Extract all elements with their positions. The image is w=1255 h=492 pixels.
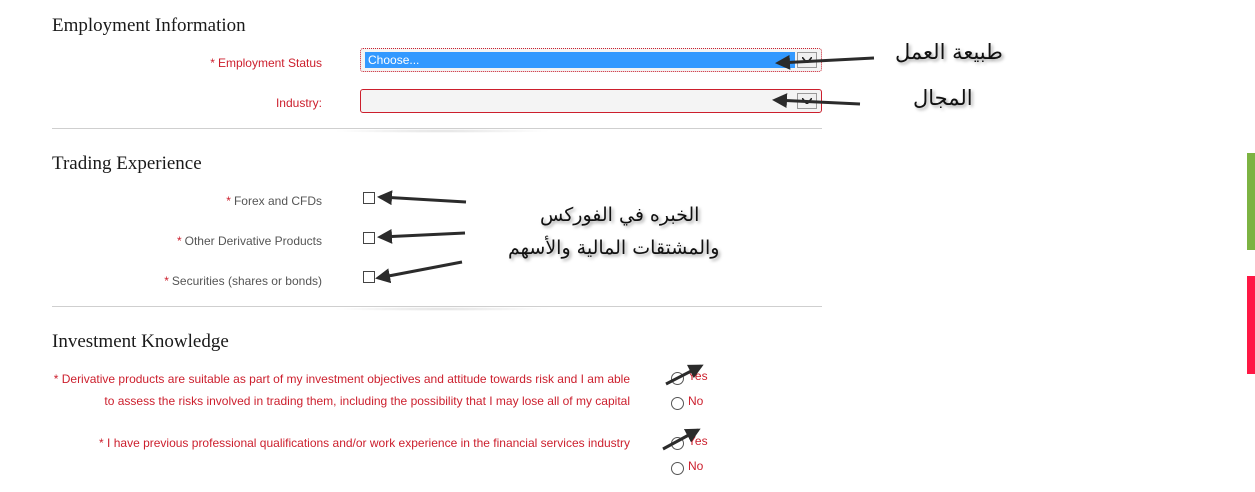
q1-no-radio[interactable] [671,397,684,410]
forex-cfds-label: * Forex and CFDs [226,194,322,208]
section-title-employment: Employment Information [52,15,246,36]
q2-yes-label[interactable]: Yes [688,434,708,448]
annotation-experience-line1: الخبره في الفوركس [540,204,700,226]
side-tab-green[interactable] [1247,153,1255,250]
section-title-trading: Trading Experience [52,153,202,174]
q1-yes-label[interactable]: Yes [688,369,708,383]
forex-cfds-checkbox[interactable] [363,192,375,204]
employment-status-label: * Employment Status [210,56,322,70]
q2-no-radio[interactable] [671,462,684,475]
industry-select[interactable] [360,89,822,113]
employment-status-select[interactable] [360,48,822,72]
annotation-experience-line2: والمشتقات المالية والأسهم [508,237,720,259]
side-tab-red[interactable] [1247,276,1255,374]
industry-label: Industry: [275,96,322,110]
q2-no-label[interactable]: No [688,459,704,473]
annotation-field: المجال [913,86,973,110]
chevron-down-icon[interactable] [797,52,817,68]
section-title-investment: Investment Knowledge [52,331,229,352]
other-derivatives-checkbox[interactable] [363,232,375,244]
question-derivatives-suitable: * Derivative products are suitable as part of my investment objectives and attitude towards risk and I am able to assess the risks involved in trading them, including the possibility that I may lose all of my capital [53,372,630,408]
q2-yes-radio[interactable] [671,437,684,450]
other-derivatives-label: * Other Derivative Products [176,234,322,248]
securities-checkbox[interactable] [363,271,375,283]
section-divider [52,128,822,129]
annotation-work-nature: طبيعة العمل [895,40,1003,64]
section-divider [52,306,822,307]
chevron-down-icon[interactable] [797,93,817,109]
question-professional-qualifications: * I have previous professional qualifications and/or work experience in the financial services industry [99,436,630,450]
securities-label: * Securities (shares or bonds) [164,274,322,288]
q1-no-label[interactable]: No [688,394,704,408]
employment-status-value: Choose... [365,52,795,68]
q1-yes-radio[interactable] [671,372,684,385]
